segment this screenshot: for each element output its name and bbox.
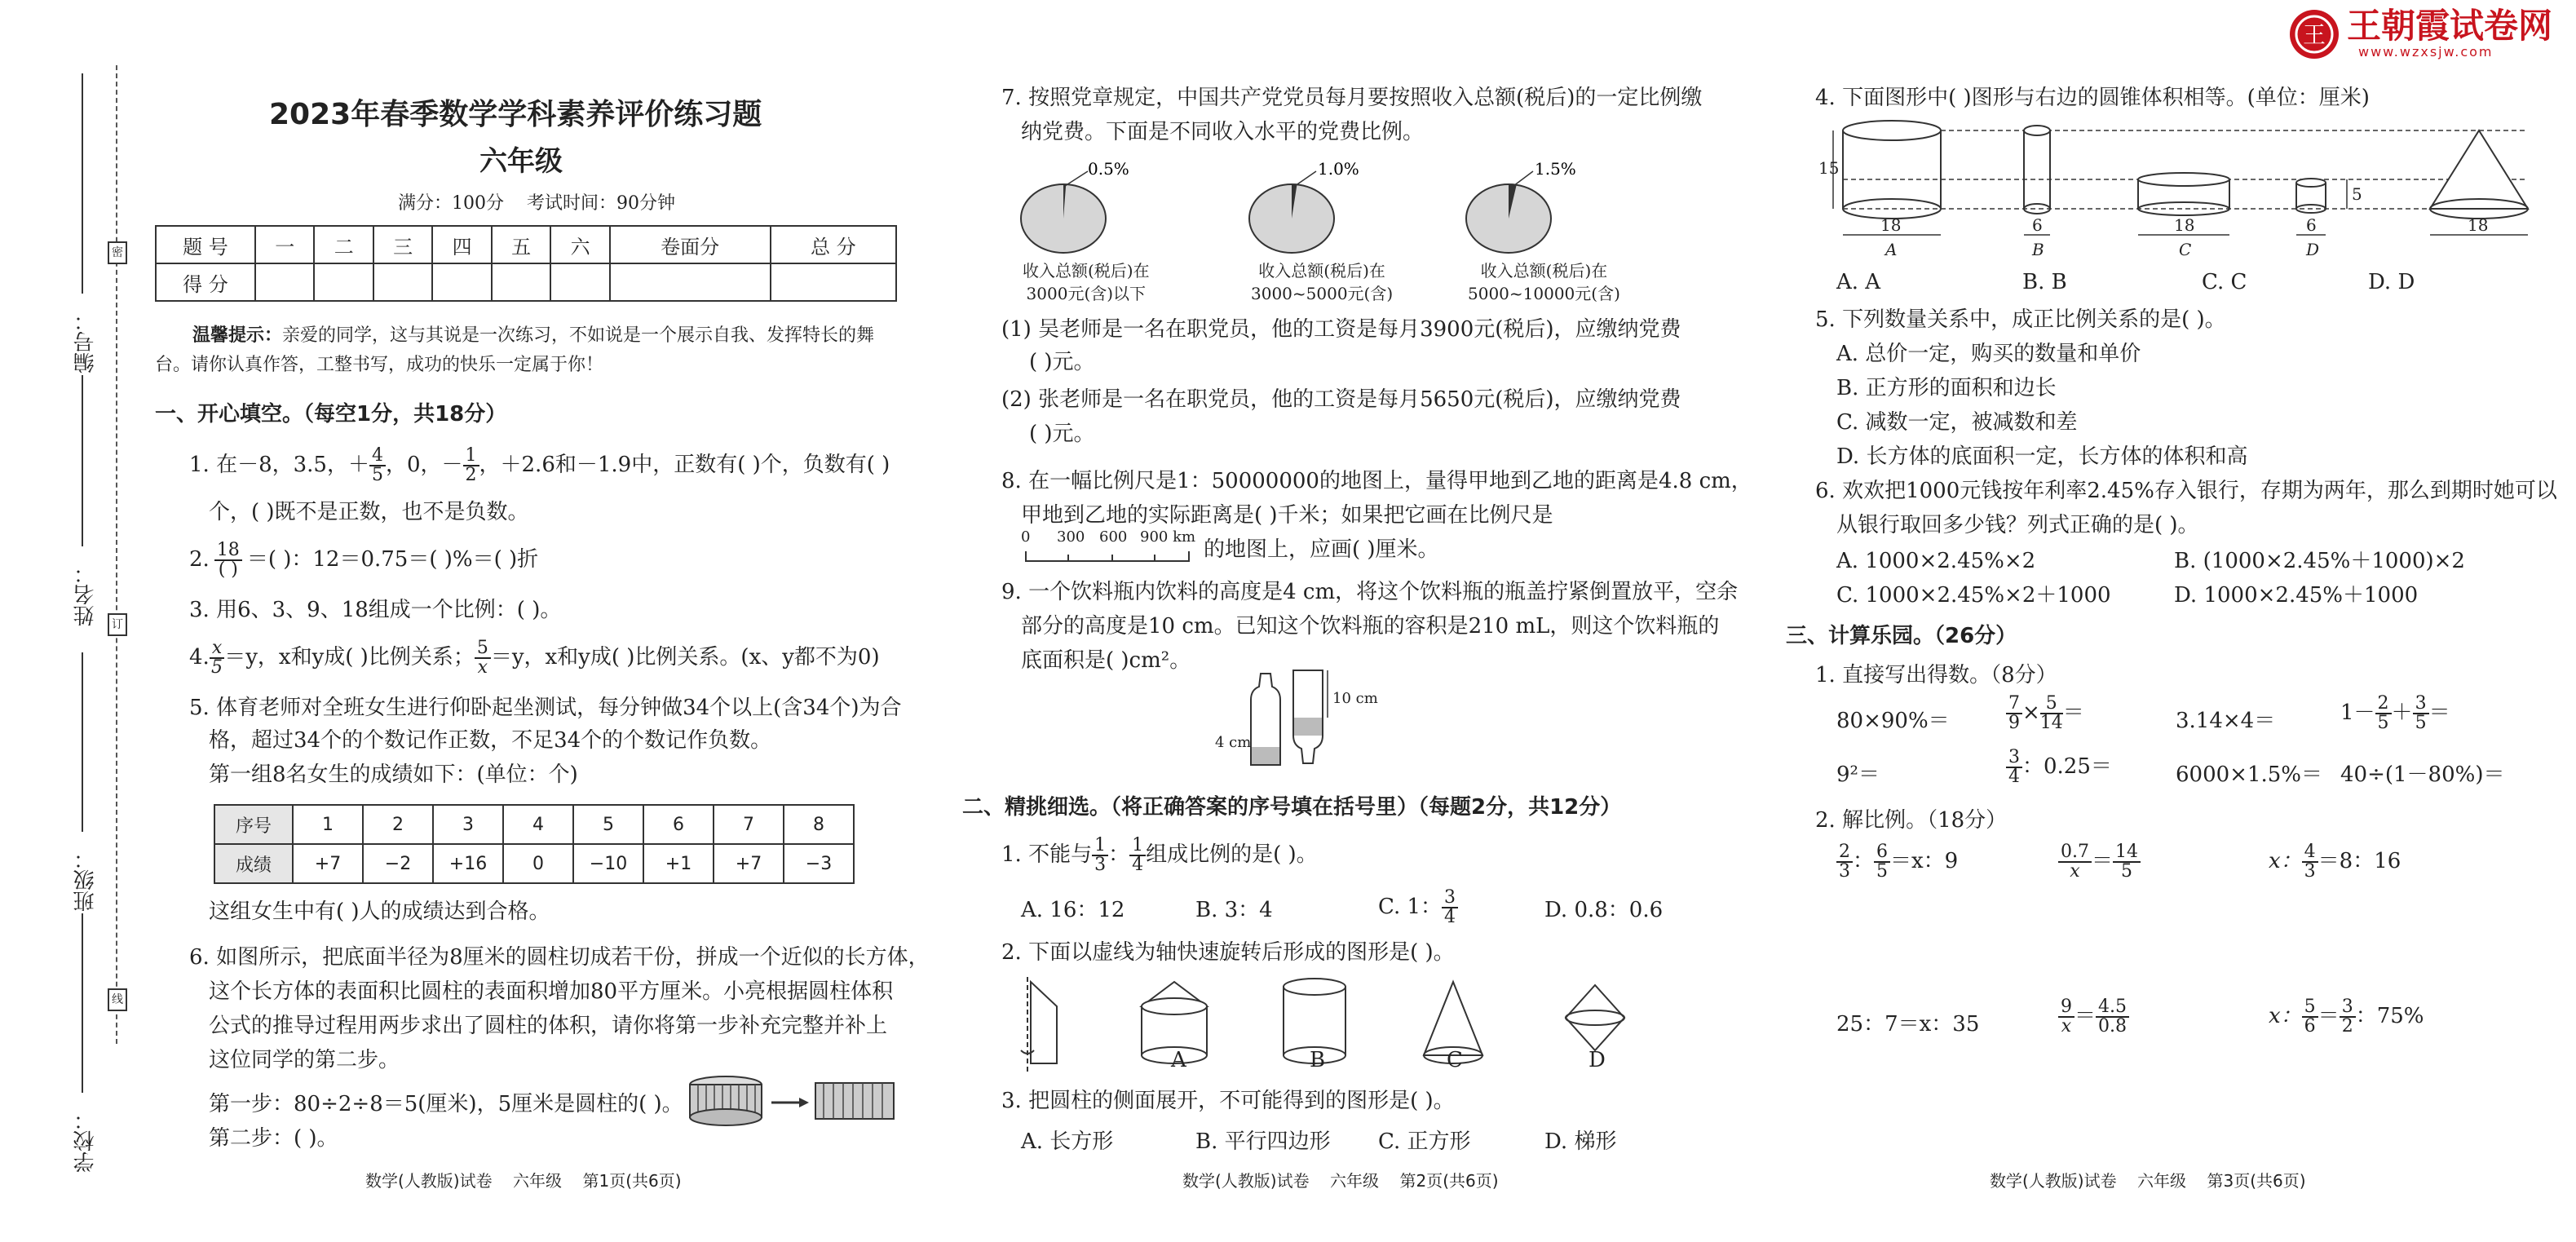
numerator: x	[210, 639, 224, 659]
c6-option-a[interactable]: A. 1000×2.45%×2	[1836, 549, 2036, 573]
calc-item-7: 6000×1.5%＝	[2176, 762, 2323, 787]
q7-sub-1-blank: ( )元。	[1029, 350, 1095, 374]
c2: 2. 下面以虚线为轴快速旋转后形成的图形是( )。	[1001, 940, 1455, 965]
fraction	[2340, 998, 2356, 1036]
fraction	[2113, 843, 2141, 881]
calc-item-8: 40÷(1－80%)＝	[2340, 762, 2505, 787]
c5: 5. 下列数量关系中，成正比例关系的是( )。	[1815, 307, 2226, 332]
calc-subheading: 1. 直接写出得数。（8分）	[1815, 663, 2057, 687]
margin-label-name: 姓名：	[73, 563, 98, 626]
denominator: x	[2061, 1016, 2072, 1036]
denominator: x	[477, 657, 488, 678]
q1-line-1	[189, 447, 890, 484]
q2-text: ＝( )：12＝0.75＝( )%＝( )折	[246, 547, 539, 572]
numerator: 2	[2375, 695, 2392, 714]
proportion-item-4: 25：7＝x：35	[1836, 1012, 1980, 1036]
score-cell[interactable]	[771, 263, 896, 301]
pie-caption-line: 3000元(含)以下	[1026, 284, 1147, 303]
score-cell[interactable]	[432, 263, 491, 301]
fraction	[2302, 843, 2318, 881]
denominator: 5	[2377, 713, 2389, 733]
pie-pct-label: 1.0%	[1318, 160, 1359, 179]
score-cell[interactable]	[314, 263, 373, 301]
q1-text-b: ，0，－	[385, 453, 463, 477]
score-cell[interactable]	[255, 263, 314, 301]
score-header-cell: 三	[373, 226, 432, 263]
fraction	[1092, 837, 1108, 874]
c6-option-d[interactable]: D. 1000×2.45%＋1000	[2174, 583, 2419, 608]
c6-option-c[interactable]: C. 1000×2.45%×2＋1000	[1836, 583, 2111, 608]
c2-label-d[interactable]: D	[1588, 1048, 1606, 1072]
score-header-cell: 一	[255, 226, 314, 263]
q5-score-cell: −2	[363, 844, 433, 883]
q5-number-cell: 2	[363, 805, 433, 844]
margin-mark-1: 密	[108, 241, 127, 264]
q5-line-1: 5. 体育老师对全班女生进行仰卧起坐测试，每分钟做34个以上(含34个)为合	[189, 696, 902, 720]
score-cell[interactable]	[373, 263, 432, 301]
numerator: 6	[1874, 843, 1890, 863]
proportion-item-5	[2058, 998, 2129, 1036]
q6-step-2: 第二步：( )。	[209, 1126, 338, 1151]
q8-line-1: 8. 在一幅比例尺是1：50000000的地图上，量得甲地到乙地的距离是4.8 cm，	[1001, 469, 1752, 493]
denominator: ( )	[218, 559, 238, 580]
fraction	[2058, 843, 2092, 881]
proportion-tail: ＝8：16	[2318, 849, 2401, 873]
scale-tick-label: 0	[1021, 528, 1031, 546]
score-row-label: 得 分	[156, 263, 255, 301]
pie-pct-label: 0.5%	[1088, 160, 1129, 179]
scale-bar	[1024, 550, 1195, 566]
pie-chart-1	[1021, 160, 1129, 253]
numerator: 5	[2040, 695, 2063, 714]
score-table	[155, 225, 897, 302]
pie-leader-line	[1513, 171, 1533, 186]
q5-score-table	[214, 804, 855, 884]
c2-label-b[interactable]: B	[1310, 1048, 1326, 1072]
denominator: 2	[2341, 1016, 2353, 1036]
c4-option-d[interactable]: D. D	[2368, 270, 2415, 294]
numerator: 0.7	[2058, 843, 2092, 863]
c1	[1001, 837, 1318, 874]
dim-b-diameter: 6	[2032, 215, 2043, 235]
c1-option-c-text: C. 1：	[1378, 895, 1443, 919]
numerator: 3	[2006, 749, 2022, 768]
dim-cone-diameter: 18	[2468, 215, 2489, 235]
proportion-head: x：	[2269, 1004, 2302, 1028]
score-cell[interactable]	[610, 263, 771, 301]
c3-option-c[interactable]: C. 正方形	[1378, 1129, 1471, 1154]
q5-number-cell: 6	[643, 805, 714, 844]
c3-option-d[interactable]: D. 梯形	[1544, 1129, 1617, 1154]
q9-line-2: 部分的高度是10 cm。已知这个饮料瓶的容积是210 mL，则这个饮料瓶的	[1021, 614, 1720, 639]
c4-option-b[interactable]: B. B	[2022, 270, 2067, 294]
dim-a-height: 15	[1818, 158, 1840, 178]
c5-option-b[interactable]: B. 正方形的面积和边长	[1836, 376, 2057, 400]
proportion-item-6	[2269, 998, 2424, 1036]
c4-option-c[interactable]: C. C	[2202, 270, 2247, 294]
pie-chart-2	[1249, 160, 1359, 253]
numerator: 1	[463, 447, 479, 466]
numerator: 4.5	[2096, 998, 2129, 1018]
pie-caption-line: 收入总额(税后)在	[1480, 261, 1608, 281]
section-2-heading: 二、精挑细选。（将正确答案的序号填在括号里）（每题2分，共12分）	[962, 795, 1622, 820]
q7-sub-1: (1) 吴老师是一名在职党员，他的工资是每月3900元(税后)，应缴纳党费	[1001, 317, 1681, 342]
q7-sub-2: (2) 张老师是一名在职党员，他的工资是每月5650元(税后)，应缴纳党费	[1001, 387, 1681, 412]
q6-step-1: 第一步：80÷2÷8＝5(厘米)，5厘米是圆柱的( )。	[209, 1092, 683, 1116]
q5-score-cell: +1	[643, 844, 714, 883]
scale-tick-label: 300	[1057, 528, 1085, 546]
figure-label-b: B	[2032, 240, 2044, 259]
svg-text:王: 王	[2302, 21, 2326, 48]
c1-text-a: 1. 不能与	[1001, 842, 1093, 867]
score-header-cell: 卷面分	[610, 226, 771, 263]
numerator: 4	[2302, 843, 2318, 863]
bottle-liquid	[1252, 747, 1279, 764]
proportion-item-2	[2058, 843, 2141, 881]
fraction	[2058, 998, 2074, 1036]
logo-url: www.wzxsjw.com	[2358, 44, 2494, 60]
denominator: 3	[2304, 861, 2316, 882]
q1-text-c: ，＋2.6和－1.9中，正数有( )个，负数有( )	[479, 453, 890, 477]
margin-label-school: 学校：	[73, 1109, 98, 1173]
fraction	[369, 447, 386, 484]
q5-number-cell: 5	[573, 805, 643, 844]
denominator: 2	[465, 465, 477, 485]
c5-option-d[interactable]: D. 长方体的底面积一定，长方体的体积和高	[1836, 444, 2248, 469]
fraction	[214, 541, 242, 579]
score-header-cell: 题 号	[156, 226, 255, 263]
denominator: 5	[2121, 861, 2133, 882]
fraction	[463, 447, 479, 484]
denominator: 5	[2415, 713, 2427, 733]
denominator: 5	[371, 465, 383, 485]
c4-option-a[interactable]: A. A	[1836, 270, 1881, 294]
q2-number: 2.	[189, 547, 210, 572]
fraction	[2375, 695, 2392, 732]
q5-number-cell: 7	[714, 805, 784, 844]
equals: ＝	[2074, 1004, 2097, 1028]
pie-3-caption	[1468, 259, 1620, 305]
c6-option-b[interactable]: B. (1000×2.45%＋1000)×2	[2174, 549, 2465, 573]
c1-option-b[interactable]: B. 3：4	[1195, 898, 1273, 922]
q5-score-cell: +7	[714, 844, 784, 883]
ratio-colon: ：	[1853, 849, 1875, 873]
denominator: 4	[1444, 907, 1456, 927]
page-1	[0, 0, 930, 1242]
q5-line-3: 第一组8名女生的成绩如下：(单位：个)	[209, 762, 578, 787]
c1-option-a[interactable]: A. 16：12	[1021, 898, 1125, 922]
q1-text-a: 1. 在－8，3.5，＋	[189, 453, 369, 477]
score-table-header-row	[156, 226, 896, 263]
bottle-figure	[1243, 667, 1341, 773]
dim-a-diameter: 18	[1880, 215, 1902, 235]
q5-score-cell: 0	[503, 844, 573, 883]
bottle-liquid	[1294, 718, 1322, 736]
section-1-heading: 一、开心填空。（每空1分，共18分）	[155, 402, 507, 427]
q5-table-row-number	[214, 805, 854, 844]
proportion-tail: ＝x：9	[1890, 849, 1959, 873]
margin-label-number: 编号：	[73, 310, 98, 373]
q4-number: 4.	[189, 645, 210, 670]
pie-caption-line: 收入总额(税后)在	[1023, 261, 1150, 281]
c3-option-b[interactable]: B. 平行四边形	[1195, 1129, 1331, 1154]
proportion-head: x：	[2269, 849, 2302, 873]
calc-item-6	[2006, 749, 2112, 786]
c1-text-c: 组成比例的是( )。	[1146, 842, 1318, 867]
exam-title: 2023年春季数学学科素养评价练习题	[269, 98, 762, 131]
c5-option-c[interactable]: C. 减数一定，被减数和差	[1836, 410, 2078, 435]
numerator: 2	[1836, 843, 1853, 863]
fraction	[2413, 695, 2429, 732]
q3: 3. 用6、3、9、18组成一个比例：( )。	[189, 598, 562, 622]
page-1-footer: 数学(人教版)试卷 六年级 第1页(共6页)	[365, 1171, 682, 1191]
q6-line-3: 公式的推导过程用两步求出了圆柱的体积，请你将第一步补充完整并补上	[209, 1014, 888, 1038]
q7-sub-2-blank: ( )元。	[1029, 422, 1095, 446]
score-header-cell: 总 分	[771, 226, 896, 263]
margin-mark-2: 订	[108, 613, 127, 636]
dim-c-diameter: 18	[2174, 215, 2195, 235]
score-cell[interactable]	[550, 263, 609, 301]
page-2-footer: 数学(人教版)试卷 六年级 第2页(共6页)	[1182, 1171, 1499, 1191]
denominator: 3	[1839, 861, 1850, 882]
numerator: 3	[1442, 889, 1458, 908]
rotation-figures	[1011, 972, 1647, 1086]
tip-label: 温馨提示：	[192, 325, 283, 346]
page-2	[946, 0, 1752, 1242]
tip-line-2: 台。请你认真作答，工整书写，成功的快乐一定属于你！	[155, 355, 604, 375]
numerator: 1	[1129, 837, 1146, 856]
option-d-figure	[1566, 985, 1624, 1050]
q8-line-2: 甲地到乙地的实际距离是( )千米；如果把它画在比例尺是	[1021, 503, 1553, 528]
pie-caption-line: 收入总额(税后)在	[1258, 261, 1385, 281]
proportion-item-1	[1836, 843, 1958, 881]
denominator: 5	[211, 657, 223, 678]
operator: ＋	[2391, 701, 2413, 725]
tip-line-1	[192, 320, 874, 352]
score-table-score-row	[156, 263, 896, 301]
q6-line-2: 这个长方体的表面积比圆柱的表面积增加80平方厘米。小亮根据圆柱体积	[209, 979, 894, 1004]
bottle-label-4cm: 4 cm	[1215, 734, 1252, 751]
proportion-subheading: 2. 解比例。（18分）	[1815, 808, 2008, 833]
fraction	[2006, 695, 2022, 732]
denominator: 5	[1876, 861, 1889, 882]
numerator: 9	[2058, 998, 2074, 1018]
fraction	[1874, 843, 1890, 881]
q4-text-a: ＝y，x和y成( )比例关系；	[224, 645, 475, 670]
exam-grade: 六年级	[479, 145, 563, 178]
q5-score-cell: −3	[784, 844, 854, 883]
denominator: 3	[1094, 855, 1107, 875]
q6-line-1: 6. 如图所示，把底面半径为8厘米的圆柱切成若干份，拼成一个近似的长方体，	[189, 945, 930, 970]
score-cell[interactable]	[492, 263, 550, 301]
q6-line-4: 这位同学的第二步。	[209, 1048, 400, 1072]
figure-d-cylinder	[2296, 179, 2347, 235]
pie-leader-line	[1295, 171, 1316, 186]
fraction	[475, 639, 491, 677]
logo-name: 王朝霞试卷网	[2347, 6, 2553, 46]
q5-score-cell: +7	[293, 844, 363, 883]
denominator: x	[2070, 861, 2080, 882]
page-3-footer: 数学(人教版)试卷 六年级 第3页(共6页)	[1990, 1171, 2306, 1191]
fraction	[2096, 998, 2129, 1036]
dim-d-height: 5	[2352, 184, 2362, 204]
calc-item-4	[2340, 695, 2450, 732]
q1-line-2: 个，( )既不是正数，也不是负数。	[209, 500, 529, 524]
exam-info: 满分：100分 考试时间：90分钟	[398, 193, 675, 214]
denominator: 9	[2008, 713, 2020, 733]
fraction	[1442, 889, 1458, 926]
calc-item-5: 9²＝	[1836, 762, 1880, 787]
denominator: 14	[2039, 713, 2063, 733]
numerator: 3	[2413, 695, 2429, 714]
fraction	[1836, 843, 1853, 881]
operator: ×	[2022, 701, 2040, 725]
equals: ＝	[2428, 701, 2450, 725]
score-header-cell: 五	[492, 226, 550, 263]
dim-d-diameter: 6	[2306, 215, 2317, 235]
section-3-heading: 三、计算乐园。（26分）	[1786, 624, 2017, 648]
q5-score-cell: −10	[573, 844, 643, 883]
scale-tick-label: 600	[1099, 528, 1128, 546]
margin-label-class: 班级：	[73, 848, 98, 912]
q5-number-cell: 3	[433, 805, 503, 844]
numerator: 5	[2302, 998, 2318, 1018]
score-header-cell: 二	[314, 226, 373, 263]
figure-label-d: D	[2306, 240, 2320, 259]
q5-number-cell: 8	[784, 805, 854, 844]
q5-table-header: 成绩	[214, 844, 293, 883]
calc-item-1: 80×90%＝	[1836, 709, 1950, 733]
fraction	[210, 639, 224, 677]
q5-line-4: 这组女生中有( )人的成绩达到合格。	[209, 899, 550, 924]
pie-caption-line: 5000~10000元(含)	[1468, 284, 1620, 303]
equals: ＝	[2062, 701, 2084, 725]
margin-mark-3: 线	[108, 988, 127, 1011]
q8-line-3: 的地图上，应画( )厘米。	[1204, 537, 1439, 562]
c1-text-b: ：	[1108, 842, 1130, 867]
score-header-cell: 六	[550, 226, 609, 263]
bottle-inverted	[1293, 670, 1323, 763]
figure-label-a: A	[1885, 240, 1898, 259]
c6-line-1: 6. 欢欢把1000元钱按年利率2.45%存入银行，存期为两年，那么到期时她可以	[1815, 479, 2557, 503]
calc-head: 1－	[2340, 701, 2375, 725]
q7-line-2: 纳党费。下面是不同收入水平的党费比例。	[1021, 120, 1425, 144]
figure-label-c: C	[2179, 240, 2192, 259]
numerator: 18	[214, 541, 242, 561]
right-trapezoid-figure	[1021, 977, 1057, 1073]
q4-text-b: ＝y，x和y成( )比例关系。(x、y都不为0)	[490, 645, 880, 670]
cylinder-to-cuboid-figure	[685, 1073, 897, 1127]
line-scale	[1021, 528, 1200, 568]
denominator: 6	[2304, 1016, 2316, 1036]
q7-line-1: 7. 按照党章规定，中国共产党党员每月要按照收入总额(税后)的一定比例缴	[1001, 86, 1703, 110]
equals: ＝	[2318, 1004, 2340, 1028]
pie-2-caption	[1251, 259, 1393, 305]
numerator: 1	[1092, 837, 1108, 856]
pie-pct-label: 1.5%	[1535, 160, 1576, 179]
score-header-cell: 四	[432, 226, 491, 263]
c4: 4. 下面图形中( )图形与右边的圆锥体积相等。(单位：厘米)	[1815, 86, 2370, 110]
c2-label-a[interactable]: A	[1171, 1048, 1186, 1072]
denominator: 0.8	[2098, 1016, 2128, 1036]
c1-option-c[interactable]	[1378, 889, 1458, 926]
q5-table-row-score	[214, 844, 854, 883]
numerator: 5	[475, 639, 491, 659]
fraction	[1129, 837, 1146, 874]
calc-tail: ：0.25＝	[2022, 754, 2112, 779]
q4	[189, 639, 880, 677]
pie-chart-3	[1466, 160, 1576, 253]
fraction	[2040, 695, 2063, 732]
pie-1-caption	[1023, 259, 1150, 305]
q2	[189, 541, 538, 579]
calc-item-2	[2006, 695, 2084, 732]
q5-score-cell: +16	[433, 844, 503, 883]
c3-option-a[interactable]: A. 长方形	[1021, 1129, 1114, 1154]
c3: 3. 把圆柱的侧面展开，不可能得到的图形是( )。	[1001, 1089, 1455, 1113]
page-3	[1761, 0, 2576, 1242]
pie-leader-line	[1065, 171, 1088, 186]
denominator: 4	[1132, 855, 1144, 875]
q5-line-2: 格，超过34个的个数记作正数，不足34个的个数记作负数。	[209, 728, 772, 753]
q9-line-1: 9. 一个饮料瓶内饮料的高度是4 cm，将这个饮料瓶的瓶盖拧紧倒置放平，空余	[1001, 580, 1739, 604]
numerator: 7	[2006, 695, 2022, 714]
proportion-item-3	[2269, 843, 2401, 881]
numerator: 3	[2340, 998, 2356, 1018]
q9-line-3: 底面积是( )cm²。	[1021, 648, 1191, 673]
calc-item-3: 3.14×4＝	[2176, 709, 2276, 733]
proportion-tail: ：75%	[2355, 1004, 2424, 1028]
tip-text: 亲爱的同学，这与其说是一次练习，不如说是一个展示自我、发挥特长的舞	[282, 325, 875, 346]
q5-number-cell: 4	[503, 805, 573, 844]
numerator: 14	[2113, 843, 2141, 863]
scale-tick-label: 900 km	[1140, 528, 1196, 546]
c5-option-a[interactable]: A. 总价一定，购买的数量和单价	[1836, 342, 2141, 366]
c6-line-2: 从银行取回多少钱？列式正确的是( )。	[1836, 513, 2199, 537]
equals: ＝	[2092, 849, 2114, 873]
pie-caption-line: 3000~5000元(含)	[1251, 284, 1394, 303]
bottle-label-10cm: 10 cm	[1332, 690, 1378, 707]
fraction	[2302, 998, 2318, 1036]
q5-table-header: 序号	[214, 805, 293, 844]
fraction	[2006, 749, 2022, 786]
numerator: 4	[369, 447, 386, 466]
denominator: 4	[2008, 767, 2020, 787]
c2-label-c[interactable]: C	[1447, 1048, 1463, 1072]
q5-number-cell: 1	[293, 805, 363, 844]
c1-option-d[interactable]: D. 0.8：0.6	[1544, 898, 1664, 922]
